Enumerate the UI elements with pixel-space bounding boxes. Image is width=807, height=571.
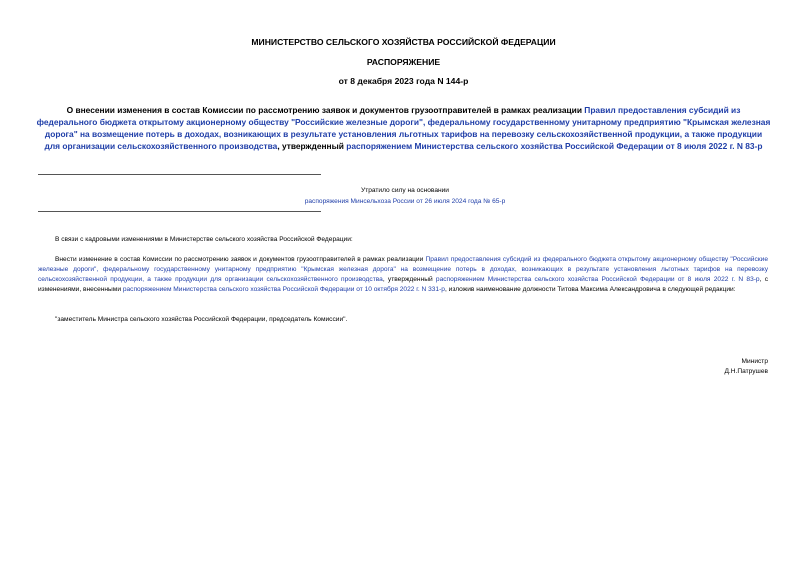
paragraph-change — [38, 255, 768, 295]
p2-link-order-83[interactable]: распоряжением Министерства сельского хозяйства Российской Федерации от 8 июля 2022 г. N 83-р — [435, 276, 760, 283]
divider-top — [38, 174, 321, 175]
ministry-heading: МИНИСТЕРСТВО СЕЛЬСКОГО ХОЗЯЙСТВА РОССИЙСКОЙ ФЕДЕРАЦИИ — [251, 37, 556, 47]
divider-bottom — [38, 211, 321, 212]
p2-prefix: Внести изменение в состав Комиссии по рассмотрению заявок и документов грузоотправителей в рамках реализации — [55, 256, 426, 263]
p2-suffix: , изложив наименование должности Титова Максима Александровича в следующей редакции: — [444, 286, 736, 293]
signature-name: Д.Н.Патрушев — [724, 368, 768, 375]
date-number-heading: от 8 декабря 2023 года N 144-р — [338, 76, 469, 86]
expired-link[interactable]: распоряжения Минсельхоза России от 26 июля 2024 года № 65-р — [304, 198, 506, 205]
expired-notice — [250, 185, 560, 207]
title-link-rules[interactable]: Правил предоставления субсидий из федерального бюджета открытому акционерному обществу "Российские железные дороги", федеральному государственному унитарному предприятию "Крымская железная дорога" на возмещение потерь в доходах, возникающих в результате установления льготных тарифов на перевозку сельскохозяйственной продукции, а также продукции для организации сельскохозяйственного производства — [36, 105, 771, 151]
title-prefix: О внесении изменения в состав Комиссии по рассмотрению заявок и документов грузоотправителей в рамках реализации — [66, 105, 585, 115]
title-link-order[interactable]: распоряжением Министерства сельского хозяйства Российской Федерации от 8 июля 2022 г. N 83-р — [346, 141, 763, 151]
signature-position: Министр — [741, 358, 768, 365]
p2-link-rules[interactable]: Правил предоставления субсидий из федерального бюджета открытому акционерному обществу "Российские железные дороги", федеральному государственному унитарному предприятию "Крымская железная дорога" на возмещение потерь в доходах, возникающих в результате установления льготных тарифов на перевозку сельскохозяйственной продукции, а также продукции для организации сельскохозяйственного производства — [38, 256, 768, 283]
paragraph-reason: В связи с кадровыми изменениями в Министерстве сельского хозяйства Российской Федерации: — [55, 236, 353, 243]
document-type-heading: РАСПОРЯЖЕНИЕ — [366, 57, 441, 67]
document-title — [36, 104, 771, 152]
p2-link-order-331[interactable]: распоряжением Министерства сельского хозяйства Российской Федерации от 10 октября 2022 г. N 331-р — [122, 286, 445, 293]
expired-text: Утратило силу на основании — [361, 187, 449, 194]
title-middle: , утвержденный — [277, 141, 347, 151]
paragraph-new-title: "заместитель Министра сельского хозяйства Российской Федерации, председатель Комиссии". — [55, 316, 348, 323]
p2-middle-2: , с изменениями, внесенными — [38, 276, 769, 293]
p2-middle-1: , утвержденный — [382, 276, 436, 283]
